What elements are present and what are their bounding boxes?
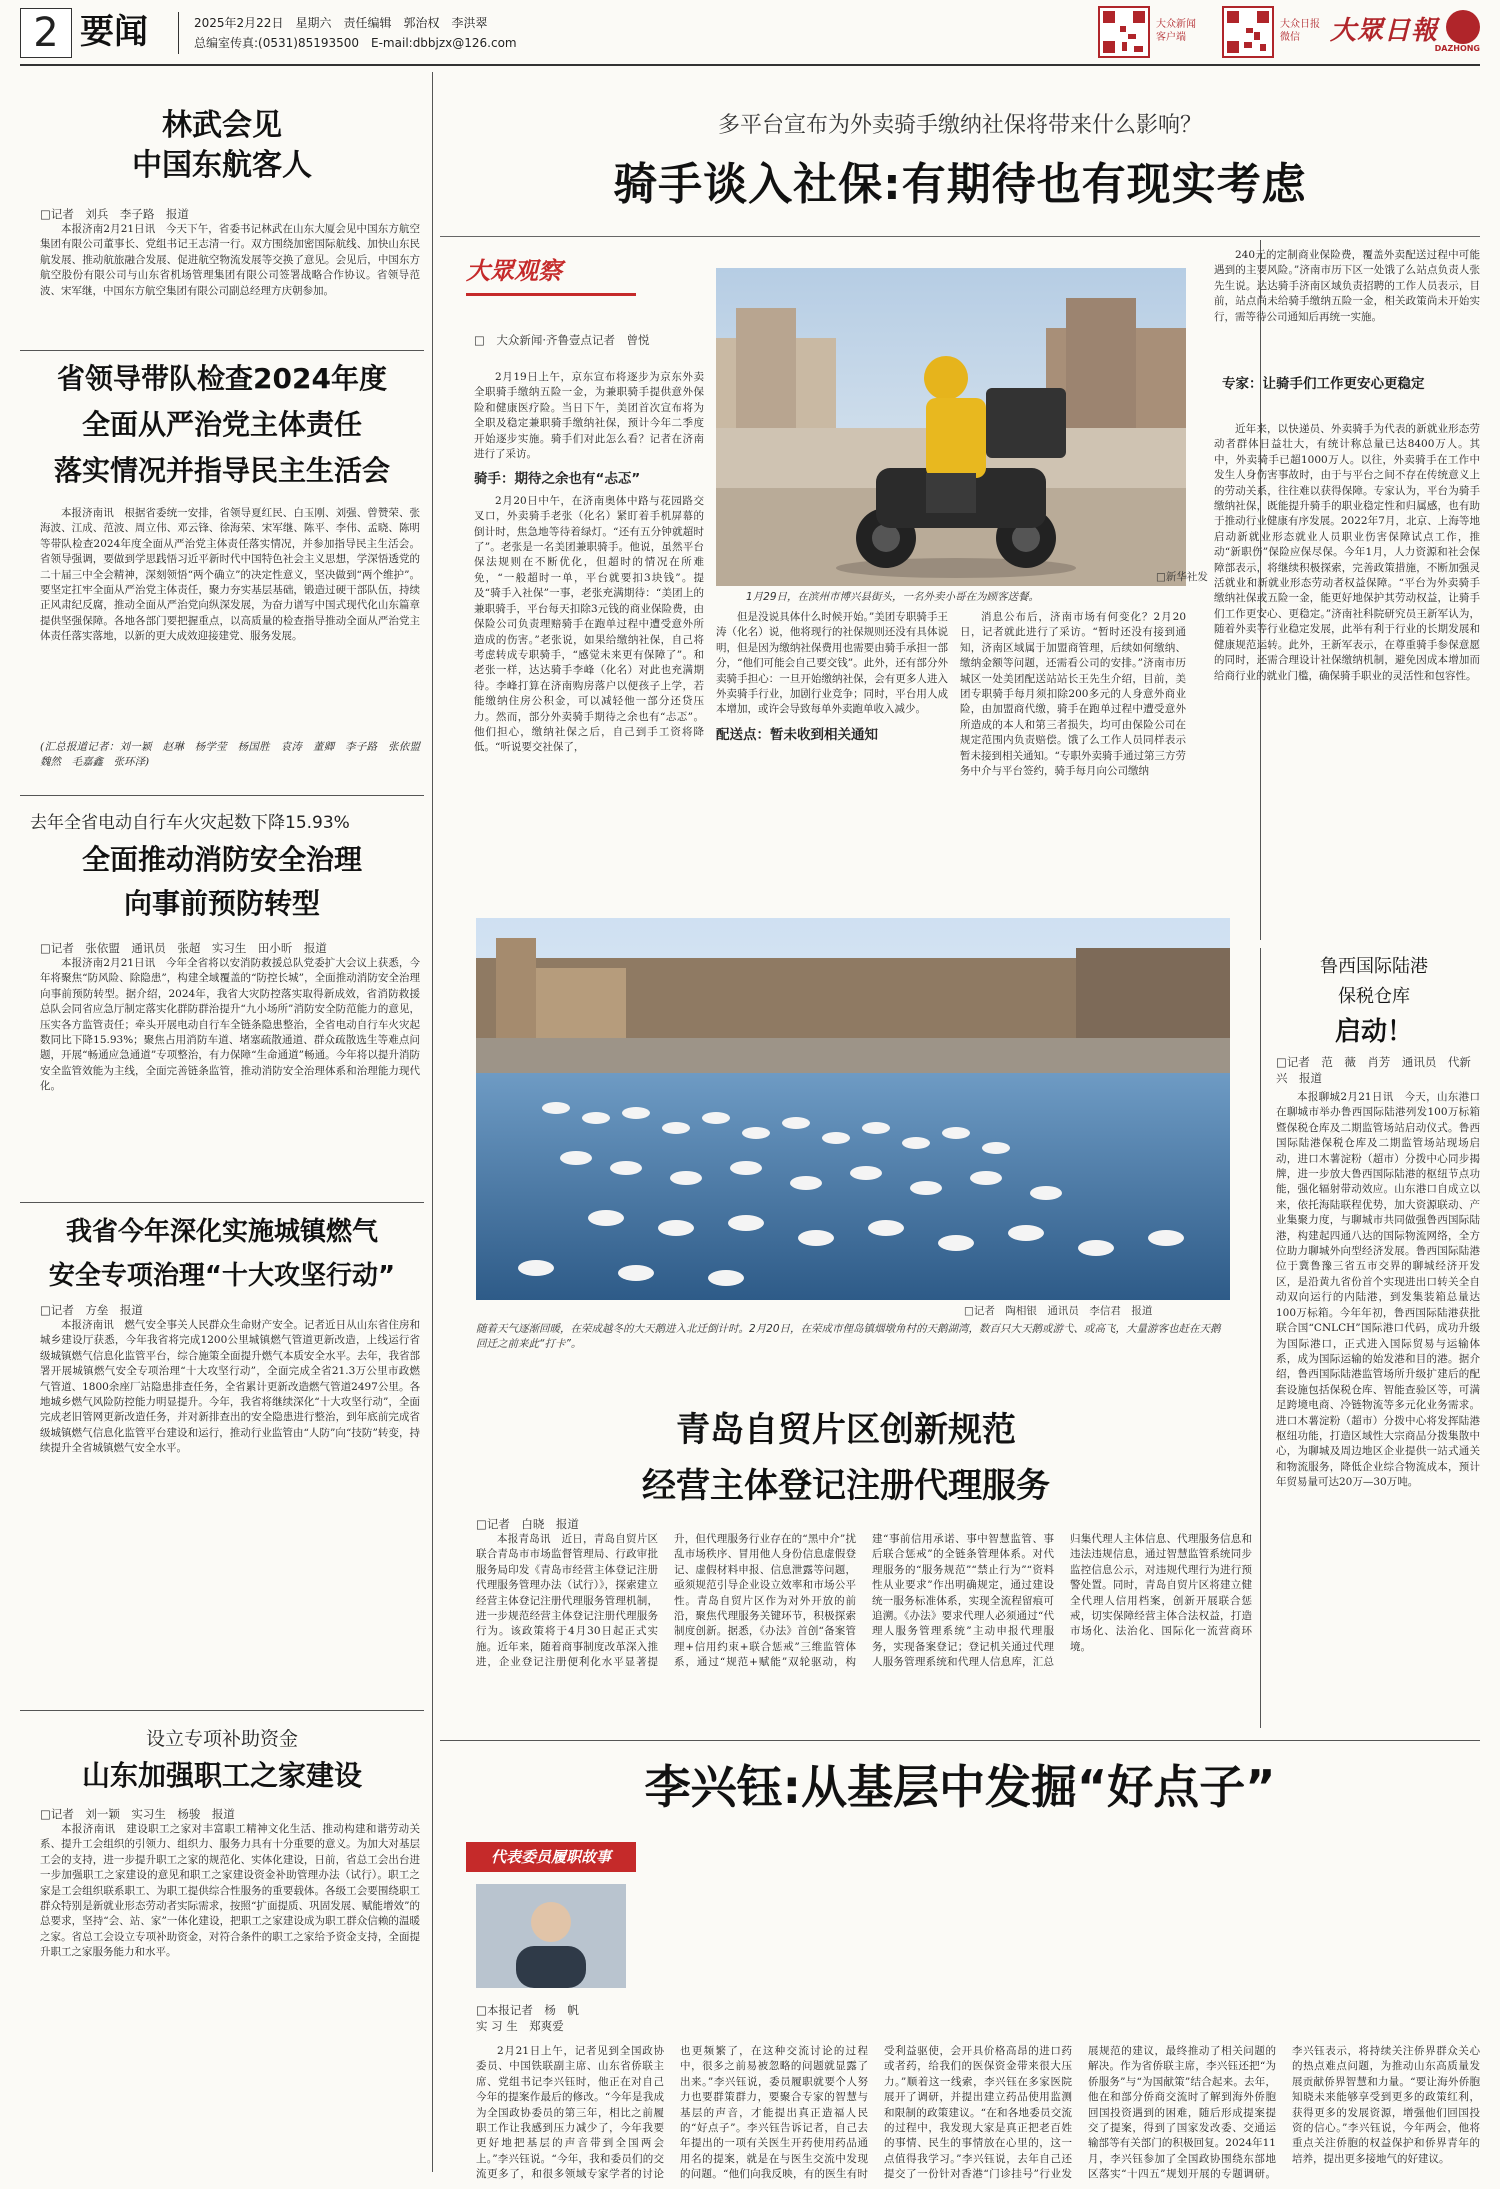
photo-delivery-rider [716,268,1186,586]
page-header [20,6,1480,62]
subheading-experts: 专家：让骑手们工作更安心更稳定 [1222,376,1425,392]
fax-line: 总编室传真:(0531)85193500 E-mail:dbbjzx@126.com [194,36,517,50]
article-title-line: 向事前预防转型 [123,887,320,920]
main-body [716,610,948,854]
article-title-line: 林武会见 [162,108,282,143]
main-body [1214,422,1480,854]
article-title-line: 鲁西国际陆港 [1320,956,1428,977]
article-body [40,1318,420,1700]
main-body [474,370,704,854]
article-byline: □记者 刘兵 李子路 报道 [40,207,189,221]
article-paragraph: 本报青岛讯 近日，青岛自贸片区联合青岛市市场监督管理局、行政审批服务局印发《青岛市经营主体登记注册代理服务管理办法（试行）》，探索建立经营主体登记注册代理服务管理机制，进一步规范经营主体登记注册代理服务行为。该政策将于4月30日起正式实施。近年来，随着商事制度改革深入推进，企业登记注册便利化水平显著提升，但代理服务行业存在的“黑中介”扰乱市场秩序、冒用他人身份信息虚假登记、虚假材料申报、信息泄露等问题，亟须规范引导企业设立效率和市场公平性。青岛自贸片区作为对外开放的前沿，聚焦代理服务关键环节，积极探索制度创新。据悉，《办法》首创“备案管理+信用约束+联合惩戒”三维监管体系，通过“规范+赋能”双轮驱动，构建“事前信用承诺、事中智慧监管、事后联合惩戒”的全链条管理体系。对代理服务的“服务规范”“禁止行为”“资料性从业要求”作出明确规定，通过建设统一服务标准体系，实现全流程留痕可追溯。《办法》要求代理人必须通过“代理人服务管理系统”主动申报代理服务，实现备案登记；登记机关通过代理人服务管理系统和代理人信息库，汇总归集代理人主体信息、代理服务信息和违法违规信息，通过智慧监管系统同步监控信息公示，对违规代理行为进行预警处置。同时，青岛自贸片区将建立健全代理人信用档案，创新开展联合惩戒，切实保障经营主体合法权益，打造市场化、法治化、国际化一流营商环境。 [476,1533,1252,1669]
article-paragraph: 本报济南2月21日讯 今天下午，省委书记林武在山东大厦会见中国东方航空集团有限公司董事长、党组书记王志清一行。双方围绕加密国际航线、加快山东民航发展、推动航旅融合发展、促进航空物流发展等交换了意见。会见后，中国东方航空股份有限公司与山东省机场管理集团有限公司签署战略合作协议。省领导范波、宋军继，中国东方航空集团有限公司副总经理方庆朝参加。 [40,223,420,297]
photo1-caption: 1月29日，在滨州市博兴县街头，一名外卖小哥在为顾客送餐。 [746,591,1040,603]
photo1-credit: □新华社发 [1156,571,1208,583]
article-title-line: 保税仓库 [1338,986,1410,1007]
article-workers-home-title: 山东加强职工之家建设 [81,1759,362,1792]
article-paragraph: 近年来，以快递员、外卖骑手为代表的新就业形态劳动者群体日益壮大，有统计称总量已达8400万人。其中，外卖骑手已超1000万人。以往，外卖骑手在工作中发生人身伤害事故时，由于与平台之间不存在传统意义上的劳动关系，往往难以获得保障。专家认为，平台为骑手缴纳社保，既能提升骑手的职业稳定性和归属感，也有助于推动行业健康有序发展。2022年7月，北京、上海等地启动新就业形态就业人员职业伤害保障试点工作，推动“新职伤”保险应保尽保。今年1月，人力资源和社会保障部表示，将继续积极探索，完善政策措施，不断加强灵活就业和新就业形态劳动者权益保障。“平台为外卖骑手缴纳社保或五险一金，能更好地保护其劳动权益，让骑手们工作更安心、更稳定。”济南社科院研究员王新军认为，随着外卖等行业稳定发展，此举有利于行业的长期发展和健康规范运转。此外，王新军表示，在尊重骑手参保意愿的同时，还需合理设计社保缴纳机制，避免因成本增加而给商行业的就业门槛，确保骑手职业的灵活性和包容性。 [1214,423,1480,682]
article-paragraph: 本报聊城2月21日讯 今天，山东港口在聊城市举办鲁西国际陆港列发100万标箱暨保税仓库及二期监管场站启动仪式。鲁西国际陆港保税仓库及二期监管场站现场启动，进口木薯淀粉（超市）分拨中心同步揭牌，进一步放大鲁西国际陆港的枢纽节点功能，强化辐射带动效应。山东港口自成立以来，依托海陆联程优势，加大资源联动、产业集聚力度，与聊城市共同做强鲁西国际陆港，构建起四通八达的国际物流网络，全方位助力聊城外向型经济发展。鲁西国际陆港位于冀鲁豫三省五市交界的聊城经济开发区，是沿黄九省份首个实现进出口转关全自动双向运行的内陆港，到发集装箱总量达100万标箱。今年年初，鲁西国际陆港获批联合国“CNLCH”国际港口代码，成功升级为国际港口，正式进入国际贸易与运输体系，成为国际运输的始发港和目的港。据介绍，鲁西国际陆港监管场所升级扩建后的配套设施包括保税仓库、智能查验区等，可满足跨境电商、冷链物流等多元化业务需求。进口木薯淀粉（超市）分拨中心将发挥陆港枢纽功能，打造区域性大宗商品分拨集散中心，为聊城及周边地区企业提供一站式通关和物流服务，降低企业综合物流成本，预计年贸易量可达20万—30万吨。 [1276,1091,1480,1489]
newspaper-logo [1330,10,1480,56]
article-inspection-title [20,356,424,494]
main-byline: □ 大众新闻·齐鲁壹点记者 曾悦 [474,333,650,347]
article-lin-wu-title [20,106,424,186]
article-paragraph: 本报济南2月21日讯 今年全省将以安消防救援总队党委扩大会议上获悉，今年将聚焦“防风险、除隐患”，构建全域覆盖的“防控长城”，全面推动消防安全治理向事前预防转型。据介绍，2024年，我省大灾防控落实取得新成效，省消防救援总队会同省应急厅制定落实化群防群治提升“九小场所”消防安全防范能力的意见，压实各方监管责任；牵头开展电动自行车全链条隐患整治，全省电动自行车火灾起数同比下降15.93%；聚焦占用消防车道、堵塞疏散通道、群众疏散选生等难点问题，开展“畅通应急通道”专项整治，有力保障“生命通道”畅通。今年将以提升消防安全监管效能为主线，全面完善链条监管，推动消防安全治理体系和治理能力现代化。 [40,957,420,1093]
photo2-credit: □记者 陶相银 通讯员 李信君 报道 [964,1305,1153,1317]
reporter-portrait [476,1884,626,1988]
logo-sub: DAZHONG [1434,44,1480,53]
observation-badge [466,250,636,296]
article-title-line: 安全专项治理“十大攻坚行动” [48,1261,396,1291]
article-body [476,1532,1252,1732]
article-byline: □记者 范 薇 肖芳 通讯员 代新兴 报道 [1276,1055,1471,1085]
article-port-title [1268,952,1480,1052]
main-body [1214,248,1480,368]
article-gas-safety-title [20,1210,424,1298]
article-paragraph: 240元的定制商业保险费，覆盖外卖配送过程中可能遇到的主要风险。”济南市历下区一处饿了么站点负责人张先生说。达达骑手济南区域负责招聘的工作人员表示，目前，站点尚未给骑手缴纳五险一金，相关政策尚未开始实行，需等待公司通知后再统一实施。 [1214,249,1480,323]
observation-badge-text: 大眾观察 [466,257,562,285]
main-body [960,610,1186,854]
photo2-caption: 随着天气逐渐回暖，在荣成越冬的大天鹅进入北迁倒计时。2月20日，在荣成市俚岛镇烟墩角村的天鹅湖湾，数百只大天鹅或游弋、或高飞，大量游客也赶在天鹅回迁之前来此“打卡”。 [476,1323,1221,1350]
article-paragraph: 但是没说具体什么时候开始。”美团专职骑手王涛（化名）说，他将现行的社保规则还没有具体说明，但是因为缴纳社保费用也需要由骑手承担一部分，“他们可能会自己要交钱”。此外，还有部分外卖骑手担心：一旦开始缴纳社保，会有更多人进入外卖骑手行业，加剧行业竞争；同时，平台用人成本增加，或许会导致每单外卖跑单收入减少。 [716,611,948,716]
article-title-line: 我省今年深化实施城镇燃气 [65,1217,378,1247]
article-body [476,2044,1480,2184]
subheading-delivery-points: 配送点：暂未收到相关通知 [716,726,878,743]
page-number-box [20,8,72,58]
deputies-story-badge-text: 代表委员履职故事 [490,1848,611,1866]
date-line: 2025年2月22日 星期六 责任编辑 郭治权 李洪翠 [194,16,488,30]
article-byline: □记者 刘一颖 实习生 杨骏 报道 [40,1807,235,1821]
subheading-riders: 骑手：期待之余也有“忐忑” [474,471,641,488]
article-body [40,956,420,1196]
article-body [40,1822,420,2178]
article-byline: □记者 张依盟 通讯员 张超 实习生 田小昕 报道 [40,941,327,955]
article-paragraph: 本报济南讯 根据省委统一安排，省领导夏红民、白玉刚、刘强、曾赞荣、张海波、江成、范波、周立伟、邓云锋、徐海荣、宋军继、陈平、李伟、孟晓、陈明等带队检查2024年度全面从严治党主体责任落实情况，并参加指导民主生活会。省领导强调，要做到学思践悟习近平新时代中国特色社会主义思想，学深悟透党的二十届三中全会精神，深刻领悟“两个确立”的决定性意义，坚决做到“两个维护”。要坚定扛牢全面从严治党主体责任，聚力夯实基层基础，锻造过硬干部队伍，持续正风肃纪反腐，推动全面从严治党向纵深发展，为奋力谱写中国式现代化山东篇章提供坚强保障。各地各部门要把握重点，以高质量的检查指导推动全面从严治党主体责任落实落地，以新的更大成效迎接建党、服务发展。 [40,507,420,643]
article-li-xingyu-title: 李兴钰:从基层中发掘“好点子” [644,1760,1276,1814]
article-qingdao-title [440,1402,1252,1514]
qr-code-wechat[interactable] [1222,6,1274,58]
main-title: 骑手谈入社保:有期待也有现实考虑 [613,159,1307,210]
article-title-line: 青岛自贸片区创新规范 [676,1410,1016,1450]
article-paragraph: 消息公布后，济南市场有何变化？2月20日，记者就此进行了采访。“暂时还没有接到通知，济南区域属于加盟商管理，后续如何缴纳、缴纳金额等问题，还需看公司的安排。”济南市历城区一处美团配送站站长王先生介绍，目前，美团专职骑手每月须扣除200多元的人身意外商业险，由加盟商代缴，骑手在跑单过程中遭受意外所造成的本人和第三者损失，均可由保险公司在规定范围内负责赔偿。饿了么工作人员同样表示暂未接到相关通知。“专职外卖骑手通过第三方劳务中介与平台签约，骑手每月向公司缴纳 [960,611,1186,778]
article-paragraph: 2月19日上午，京东宣布将逐步为京东外卖全职骑手缴纳五险一金，为兼职骑手提供意外保险和健康医疗险。当日下午，美团首次宣布将为全职及稳定兼职骑手缴纳社保，预计今年二季度开始逐步实施。骑手们对此怎么看？记者在济南进行了采访。 [474,371,704,461]
article-kicker: 设立专项补助资金 [145,1728,298,1750]
logo-text: 大眾日報 [1330,16,1439,46]
qr-code-app[interactable] [1098,6,1150,58]
article-body [1276,1090,1480,1722]
article-credits: (汇总报道记者：刘一颖 赵琳 杨学莹 杨国胜 袁涛 董卿 李子路 张依盟 魏然 毛嘉鑫 张环泽) [40,741,431,769]
article-fire-safety-title [20,838,424,926]
section-name: 要闻 [80,12,148,52]
qr-wechat-label: 大众日报 微信 [1280,19,1320,43]
article-body [40,222,420,346]
photo-swans [476,918,1230,1300]
article-byline: □记者 白晓 报道 [476,1517,579,1531]
article-byline: □记者 方垒 报道 [40,1303,143,1317]
article-byline: □本报记者 杨 帆 [476,2003,579,2017]
article-paragraph: 2月20日中午，在济南奥体中路与花园路交叉口，外卖骑手老张（化名）紧盯着手机屏幕的倒计时，焦急地等待着绿灯。“还有五分钟就超时了”。老张是一名美团兼职骑手。他说，虽然平台保法规则在不断优化，但超时的情况在所难免，“一般超时一单，平台就要扣3块钱”。提及“骑手入社保”一事，老张充满期待：“美团上的兼职骑手，平台每天扣除3元钱的商业保险费，由保险公司负责理赔骑手在跑单过程中遭受意外所造成的伤害。”老张说，如果给缴纳社保，自己将考虑转成专职骑手，“感觉未来更有保障了”。和老张一样，达达骑手李峰（化名）对此也充满期待。李峰打算在济南购房落户以便孩子上学，若能缴纳住房公积金，可以减轻他一部分还贷压力。然而，部分外卖骑手期待之余也有“忐忑”。他们担心，缴纳社保之后，自己到手工资将降低。“听说要交社保了， [474,494,704,754]
page-number: 2 [33,10,59,56]
header-rule [20,64,1480,66]
article-title-line: 省领导带队检查2024年度 [57,362,387,395]
deputies-story-badge [466,1842,636,1872]
reporter-portrait-image [476,1884,626,1988]
article-kicker: 去年全省电动自行车火灾起数下降15.93% [30,813,350,833]
article-paragraph: 2月21日上午，记者见到全国政协委员、中国铁联副主席、山东省侨联主席、党组书记李兴钰时，他正在对自己今年的提案作最后的修改。“今年是我成为全国政协委员的第三年，相比之前履职工作让我感到压力减少了，今年我要更好地把基层的声音带到全国两会上。”李兴钰说。“今年，我和委员们的交流更多了，和很多领域专家学者的讨论也更频繁了，在这种交流讨论的过程中，很多之前易被忽略的问题就显露了出来。”李兴钰说，委员履职就要个人努力也要群策群力，要聚合专家的智慧与基层的声音，才能提出真正造福人民的“好点子”。李兴钰告诉记者，自己去年提出的一项有关医生开药使用药品通用名的提案，就是在与医生交流中发现的问题。“他们向我反映，有的医生有时受利益驱使，会开具价格高昂的进口药或者药，给我们的医保资金带来很大压力。”顺着这一线索，李兴钰在多家医院展开了调研，并提出建立药品使用监测和限制的政策建议。“在和各地委员交流的过程中，我发现大家是真正把老百姓的事情、民生的事情放在心里的，这一点值得我学习。”李兴钰说，去年自己还提交了一份针对香港“门诊挂号”行业发展规范的建议，最终推动了相关问题的解决。作为省侨联主席，李兴钰还把“为侨服务”与“为国献策”结合起来。去年，他在和部分侨商交流时了解到海外侨胞回国投资遇到的困难，随后形成提案提交了提案，得到了国家发改委、交通运输部等有关部门的积极回复。2024年11月，李兴钰参加了全国政协围绕东部地区落实“十四五”规划开展的专题调研。李兴钰表示，将持续关注侨界群众关心的热点难点问题，为推动山东高质量发展贡献侨界智慧和力量。“要让海外侨胞知晓未来能够享受到更多的政策红利，获得更多的发展资源，增强他们回国投资的信心。”李兴钰说，今年两会，他将重点关注侨胞的权益保护和侨界青年的培养，提出更多接地气的好建议。 [476,2045,1480,2181]
article-body [40,506,420,732]
article-byline: 实 习 生 郑爽爱 [476,2019,564,2033]
qr-app-label: 大众新闻 客户端 [1156,19,1196,43]
logo-emblem [1446,10,1480,44]
article-title-line: 启动！ [1334,1017,1413,1047]
article-paragraph: 本报济南讯 燃气安全事关人民群众生命财产安全。记者近日从山东省住房和城乡建设厅获悉，今年我省将完成1200公里城镇燃气管道更新改造，上线运行省级城镇燃气信息化监管平台，综合施策全面提升燃气本质安全水平。去年，我省部署开展城镇燃气安全专项治理“十大攻坚行动”，全面完成全省21.3万公里市政燃气管道、1800余座厂站隐患排查任务，全省累计更新改造燃气管道2497公里。各地城乡燃气风险防控能力明显提升。今年，我省将继续深化“十大攻坚行动”，全面完成老旧管网更新改造任务，并对新排查出的安全隐患进行整治，到年底前完成省级城镇燃气信息化监管平台建设和运行，推动行业监管由“人防”向“技防”转变，持续提升全省城镇燃气安全水平。 [40,1319,420,1455]
article-title-line: 落实情况并指导民主生活会 [53,454,390,487]
article-title-line: 全面从严治党主体责任 [81,408,362,441]
article-paragraph: 本报济南讯 建设职工之家对丰富职工精神文化生活、推动构建和谐劳动关系、提升工会组织的引领力、组织力、服务力具有十分重要的意义。为加大对基层工会的支持，进一步提升职工之家的规范化、实体化建设，日前，省总工会出台进一步加强职工之家建设的意见和职工之家建设资金补助管理办法（试行）。职工之家是工会组织联系职工、为职工提供综合性服务的重要载体。各级工会要围绕职工群众特别是新就业形态劳动者实际需求，按照“扩面提质、巩固发展、赋能增效”的总要求，坚持“会、站、家”一体化建设，把职工之家建设成为职工群众信赖的温暖之家。省总工会设立专项补助资金，对符合条件的职工之家给予资金支持，全面提升职工之家服务能力和水平。 [40,1823,420,1959]
article-title-line: 全面推动消防安全治理 [81,843,362,876]
article-title-line: 经营主体登记注册代理服务 [642,1466,1050,1506]
article-title-line: 中国东航客人 [132,148,312,183]
photo-swans-image [476,918,1230,1300]
main-kicker: 多平台宣布为外卖骑手缴纳社保将带来什么影响？ [717,113,1202,138]
photo-delivery-rider-image [716,268,1186,586]
